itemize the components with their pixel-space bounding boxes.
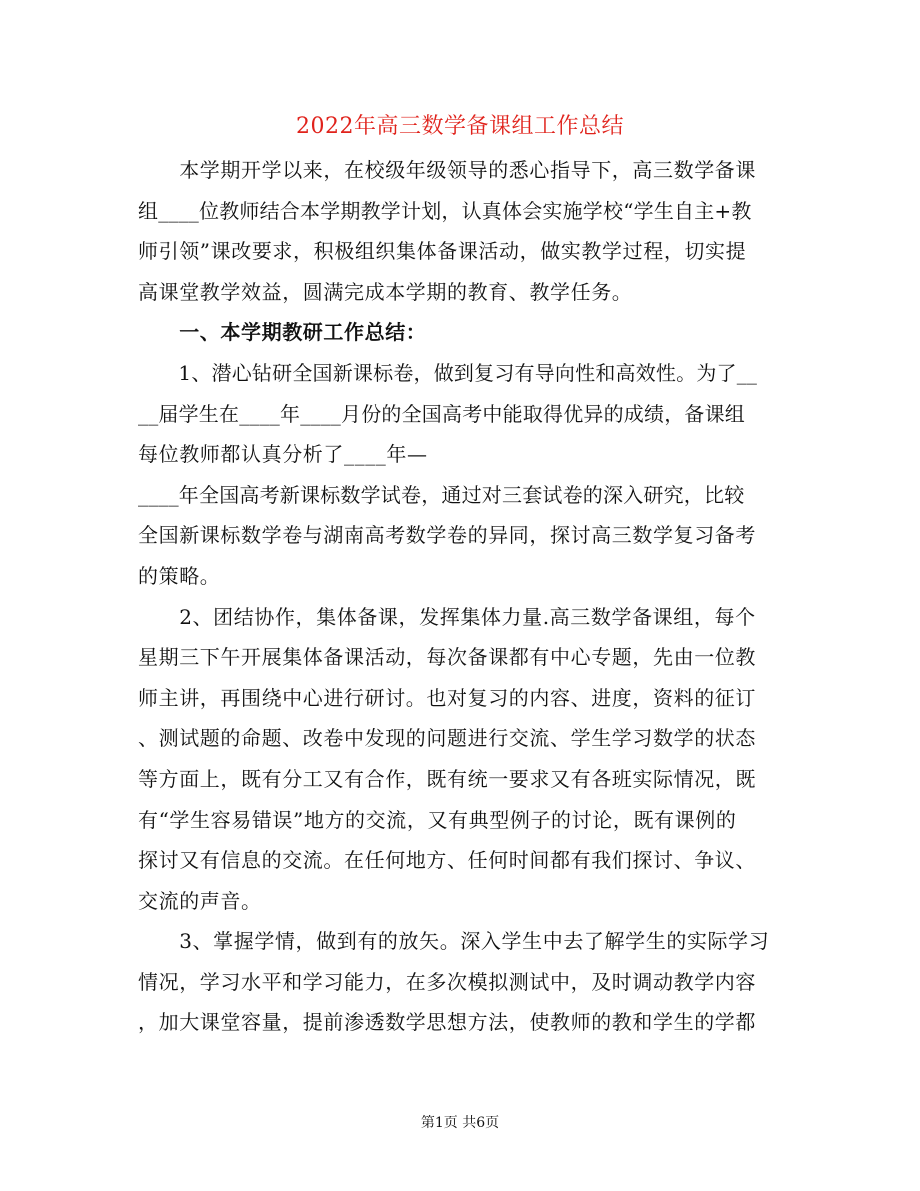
page-number: 第1页 共6页 <box>420 1115 500 1131</box>
text-line: 师主讲，再围绕中心进行研讨。也对复习的内容、进度，资料的征订 <box>138 685 756 710</box>
text-line: 的策略。 <box>138 563 221 588</box>
text-line: 有“学生容易错误”地方的交流，又有典型例子的讨论，既有课例的 <box>138 807 737 832</box>
text-line: 星期三下午开展集体备课活动，每次备课都有中心专题，先由一位教 <box>138 645 756 670</box>
text-line: 情况，学习水平和学习能力，在多次模拟测试中，及时调动教学内容 <box>138 969 756 994</box>
text-line: __届学生在____年____月份的全国高考中能取得优异的成绩，备课组 <box>138 401 745 426</box>
text-line: 探讨又有信息的交流。在任何地方、任何时间都有我们探讨、争议、 <box>138 848 756 873</box>
text-line: ，加大课堂容量，提前渗透数学思想方法，使教师的教和学生的学都 <box>138 1010 756 1035</box>
text-line: ____年全国高考新课标数学试卷，通过对三套试卷的深入研究，比较 <box>138 482 745 507</box>
text-line: 组____位教师结合本学期教学计划，认真体会实施学校“学生自主+教 <box>138 198 752 223</box>
section-heading: 一、本学期教研工作总结： <box>138 320 427 345</box>
text-line: 1、潜心钻研全国新课标卷，做到复习有导向性和高效性。为了__ <box>138 360 758 385</box>
text-line: 、测试题的命题、改卷中发现的问题进行交流、学生学习数学的状态 <box>138 726 756 751</box>
text-line: 高课堂教学效益，圆满完成本学期的教育、教学任务。 <box>138 279 633 304</box>
text-line: 每位教师都认真分析了____年— <box>138 442 428 467</box>
text-line: 2、团结协作，集体备课，发挥集体力量.高三数学备课组，每个 <box>138 604 756 629</box>
text-line: 交流的声音。 <box>138 888 262 913</box>
text-line: 本学期开学以来，在校级年级领导的悉心指导下，高三数学备课 <box>138 158 756 182</box>
document-body <box>138 150 778 1043</box>
document-title: 2022年高三数学备课组工作总结 <box>296 114 624 139</box>
text-line: 师引领”课改要求，积极组织集体备课活动，做实教学过程，切实提 <box>138 239 747 264</box>
text-line: 3、掌握学情，做到有的放矢。深入学生中去了解学生的实际学习 <box>138 929 770 954</box>
text-line: 全国新课标数学卷与湖南高考数学卷的异同，探讨高三数学复习备考 <box>138 523 756 548</box>
text-line: 等方面上，既有分工又有合作，既有统一要求又有各班实际情况，既 <box>138 766 756 791</box>
